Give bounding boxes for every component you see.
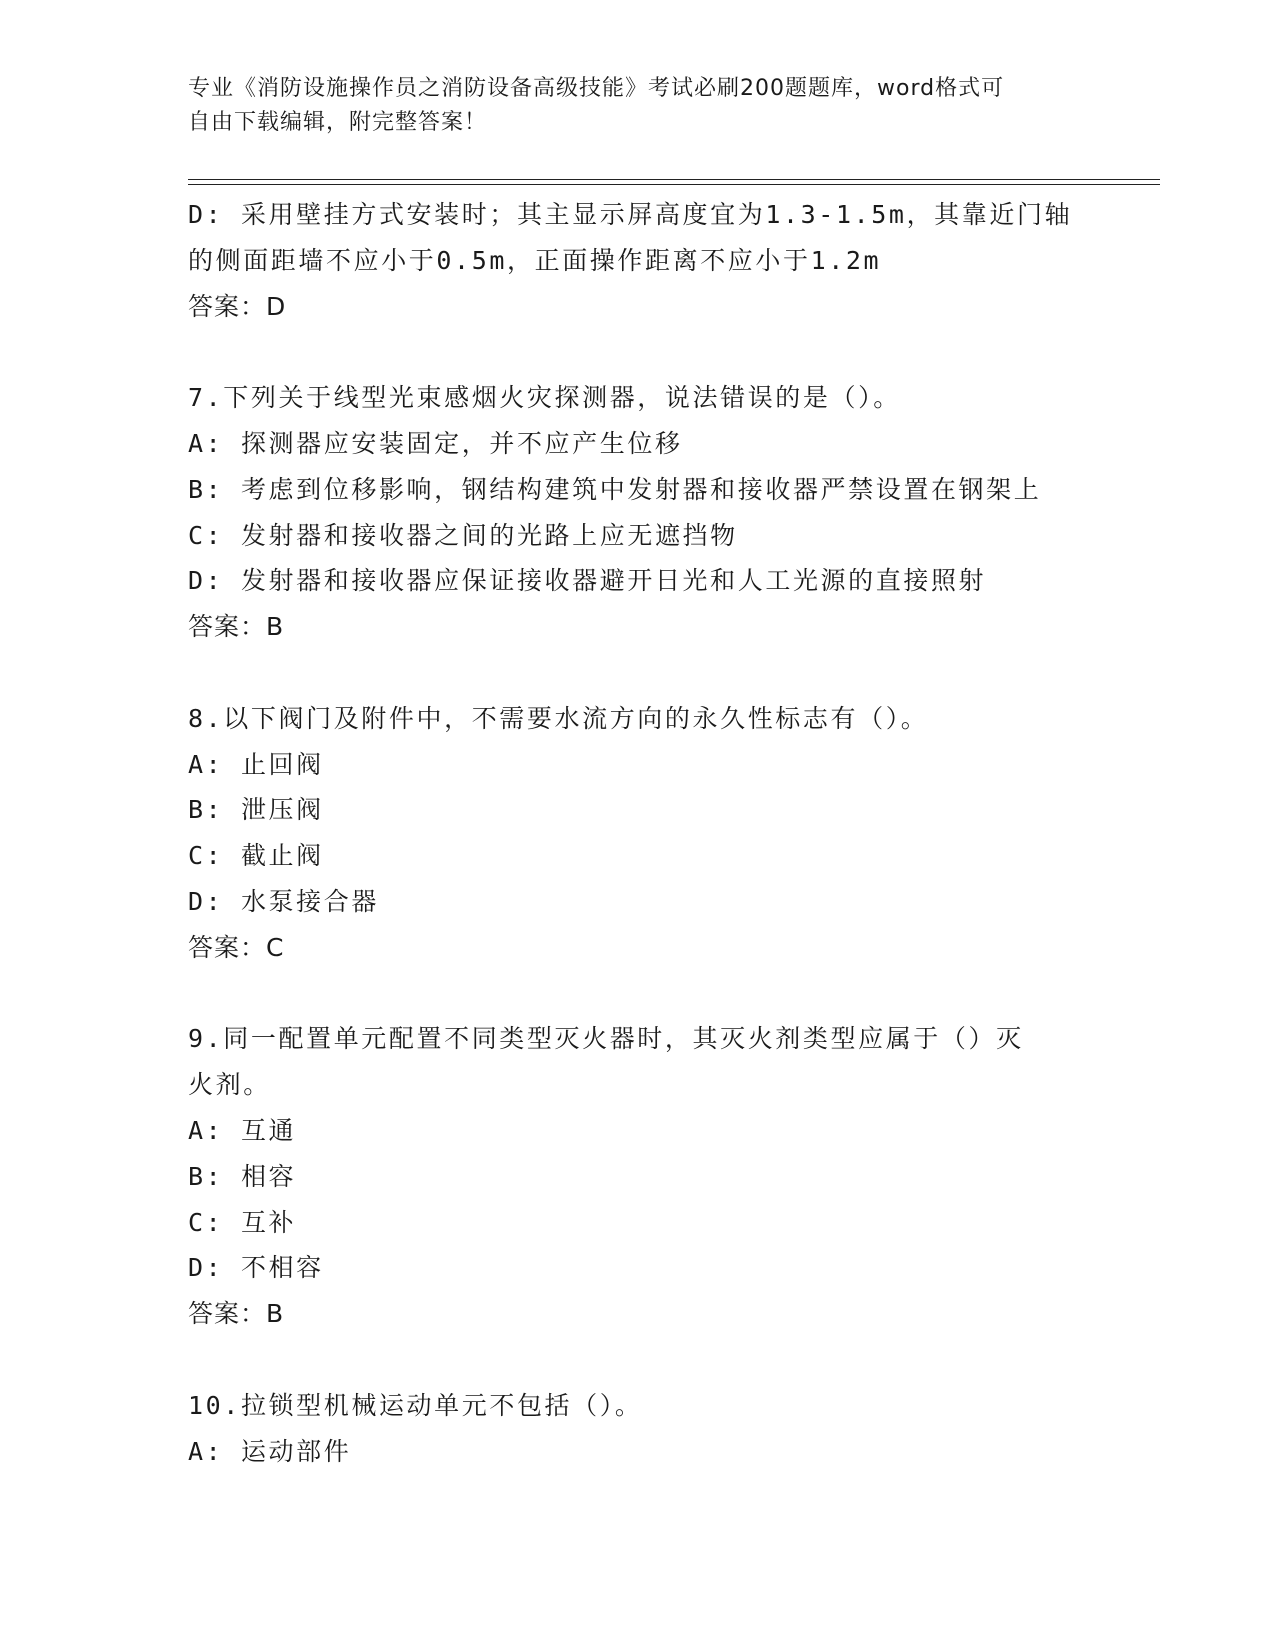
- answer-line: 答案：C: [188, 932, 285, 962]
- question-stem: 9.同一配置单元配置不同类型灭火器时，其灭火剂类型应属于（）灭: [188, 1024, 1024, 1054]
- document-header: [188, 72, 1088, 140]
- answer-line: 答案：D: [188, 291, 287, 321]
- question-stem: 8.以下阀门及附件中，不需要水流方向的永久性标志有（）。: [188, 703, 929, 733]
- question-block: [188, 1016, 1088, 1382]
- answer-line: 答案：B: [188, 612, 285, 642]
- block-gap: [188, 650, 1088, 696]
- block-gap: [188, 1337, 1088, 1383]
- question-block: [188, 696, 1088, 1017]
- option-line: D: 不相容: [188, 1253, 324, 1283]
- option-line: B: 考虑到位移影响，钢结构建筑中发射器和接收器严禁设置在钢架上: [188, 474, 1042, 504]
- option-line: A: 探测器应安装固定，并不应产生位移: [188, 428, 683, 458]
- header-line-2: 自由下载编辑，附完整答案！: [188, 110, 488, 135]
- option-line: A: 互通: [188, 1115, 297, 1145]
- option-line: C: 互补: [188, 1207, 297, 1237]
- question-block: [188, 1383, 1088, 1475]
- header-rule-bottom: [188, 184, 1160, 185]
- option-line: C: 截止阀: [188, 841, 324, 871]
- question-stem-continued: 火剂。: [188, 1070, 271, 1100]
- option-line: A: 止回阀: [188, 749, 324, 779]
- block-gap: [188, 971, 1088, 1017]
- option-line: B: 相容: [188, 1161, 297, 1191]
- header-rule-top: [188, 179, 1160, 180]
- option-line: D: 水泵接合器: [188, 886, 379, 916]
- option-line: C: 发射器和接收器之间的光路上应无遮挡物: [188, 520, 738, 550]
- option-line: 的侧面距墙不应小于0.5m，正面操作距离不应小于1.2m: [188, 245, 882, 275]
- option-line: D: 采用壁挂方式安装时；其主显示屏高度宜为1.3-1.5m，其靠近门轴: [188, 200, 1073, 229]
- option-line: A: 运动部件: [188, 1436, 352, 1466]
- question-list: [188, 192, 1088, 1474]
- question-stem: 7.下列关于线型光束感烟火灾探测器，说法错误的是（）。: [188, 383, 901, 413]
- question-block: [188, 192, 1088, 375]
- option-line: B: 泄压阀: [188, 795, 324, 825]
- question-block: [188, 375, 1088, 696]
- block-gap: [188, 329, 1088, 375]
- header-line-1: 专业《消防设施操作员之消防设备高级技能》考试必刷200题题库，word格式可: [188, 76, 1005, 101]
- option-line: D: 发射器和接收器应保证接收器避开日光和人工光源的直接照射: [188, 566, 987, 596]
- answer-line: 答案：B: [188, 1299, 285, 1329]
- question-stem: 10.拉锁型机械运动单元不包括（）。: [188, 1390, 643, 1420]
